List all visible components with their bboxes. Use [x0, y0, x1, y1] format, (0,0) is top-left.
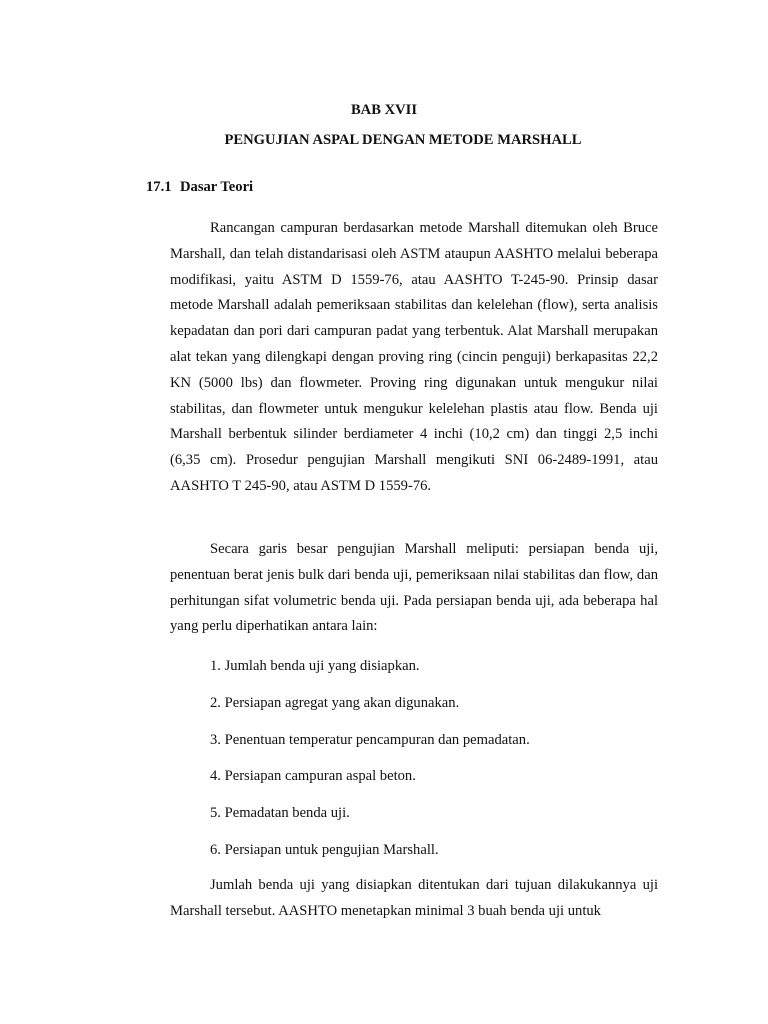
list-item: 3. Penentuan temperatur pencampuran dan pemadatan.	[210, 731, 530, 748]
list-item: 2. Persiapan agregat yang akan digunakan.	[210, 694, 460, 711]
paragraph-dasar-teori: Rancangan campuran berdasarkan metode Marshall ditemukan oleh Bruce Marshall, dan telah distandarisasi oleh ASTM ataupun AASHTO melalui beberapa modifikasi, yaitu ASTM D 1559-76, atau AASHTO T-245-90. Prinsip dasar metode Marshall adalah pemeriksaan stabilitas dan kelelehan (flow), serta analisis kepadatan dan pori dari campuran padat yang terbentuk. Alat Marshall merupakan alat tekan yang dilengkapi dengan proving ring (cincin penguji) berkapasitas 22,2 KN (5000 lbs) dan flowmeter. Proving ring digunakan untuk mengukur nilai stabilitas, dan flowmeter untuk mengukur kelelehan plastis atau flow. Benda uji Marshall berbentuk silinder berdiameter 4 inchi (10,2 cm) dan tinggi 2,5 inchi (6,35 cm). Prosedur pengujian Marshall mengikuti SNI 06-2489-1991, atau AASHTO T 245-90, atau ASTM D 1559-76.	[170, 220, 658, 494]
list-item: 4. Persiapan campuran aspal beton.	[210, 768, 416, 785]
section-title: Dasar Teori	[180, 179, 254, 195]
section-heading	[146, 179, 253, 196]
paragraph-garis-besar: Secara garis besar pengujian Marshall meliputi: persiapan benda uji, penentuan berat jenis bulk dari benda uji, pemeriksaan nilai stabilitas dan flow, dan perhitungan sifat volumetric benda uji. Pada persiapan benda uji, ada beberapa hal yang perlu diperhatikan antara lain:	[170, 541, 658, 635]
paragraph-jumlah-benda-uji: Jumlah benda uji yang disiapkan ditentukan dari tujuan dilakukannya uji Marshall tersebut. AASHTO menetapkan minimal 3 buah benda uji untuk	[170, 877, 658, 919]
list-item: 6. Persiapan untuk pengujian Marshall.	[210, 841, 439, 858]
list-item: 5. Pemadatan benda uji.	[210, 805, 350, 822]
list-item: 1. Jumlah benda uji yang disiapkan.	[210, 658, 420, 674]
chapter-title: PENGUJIAN ASPAL DENGAN METODE MARSHALL	[224, 132, 582, 148]
preparation-list	[210, 656, 530, 877]
section-number: 17.1	[146, 179, 172, 195]
chapter-heading: BAB XVII	[350, 102, 418, 118]
